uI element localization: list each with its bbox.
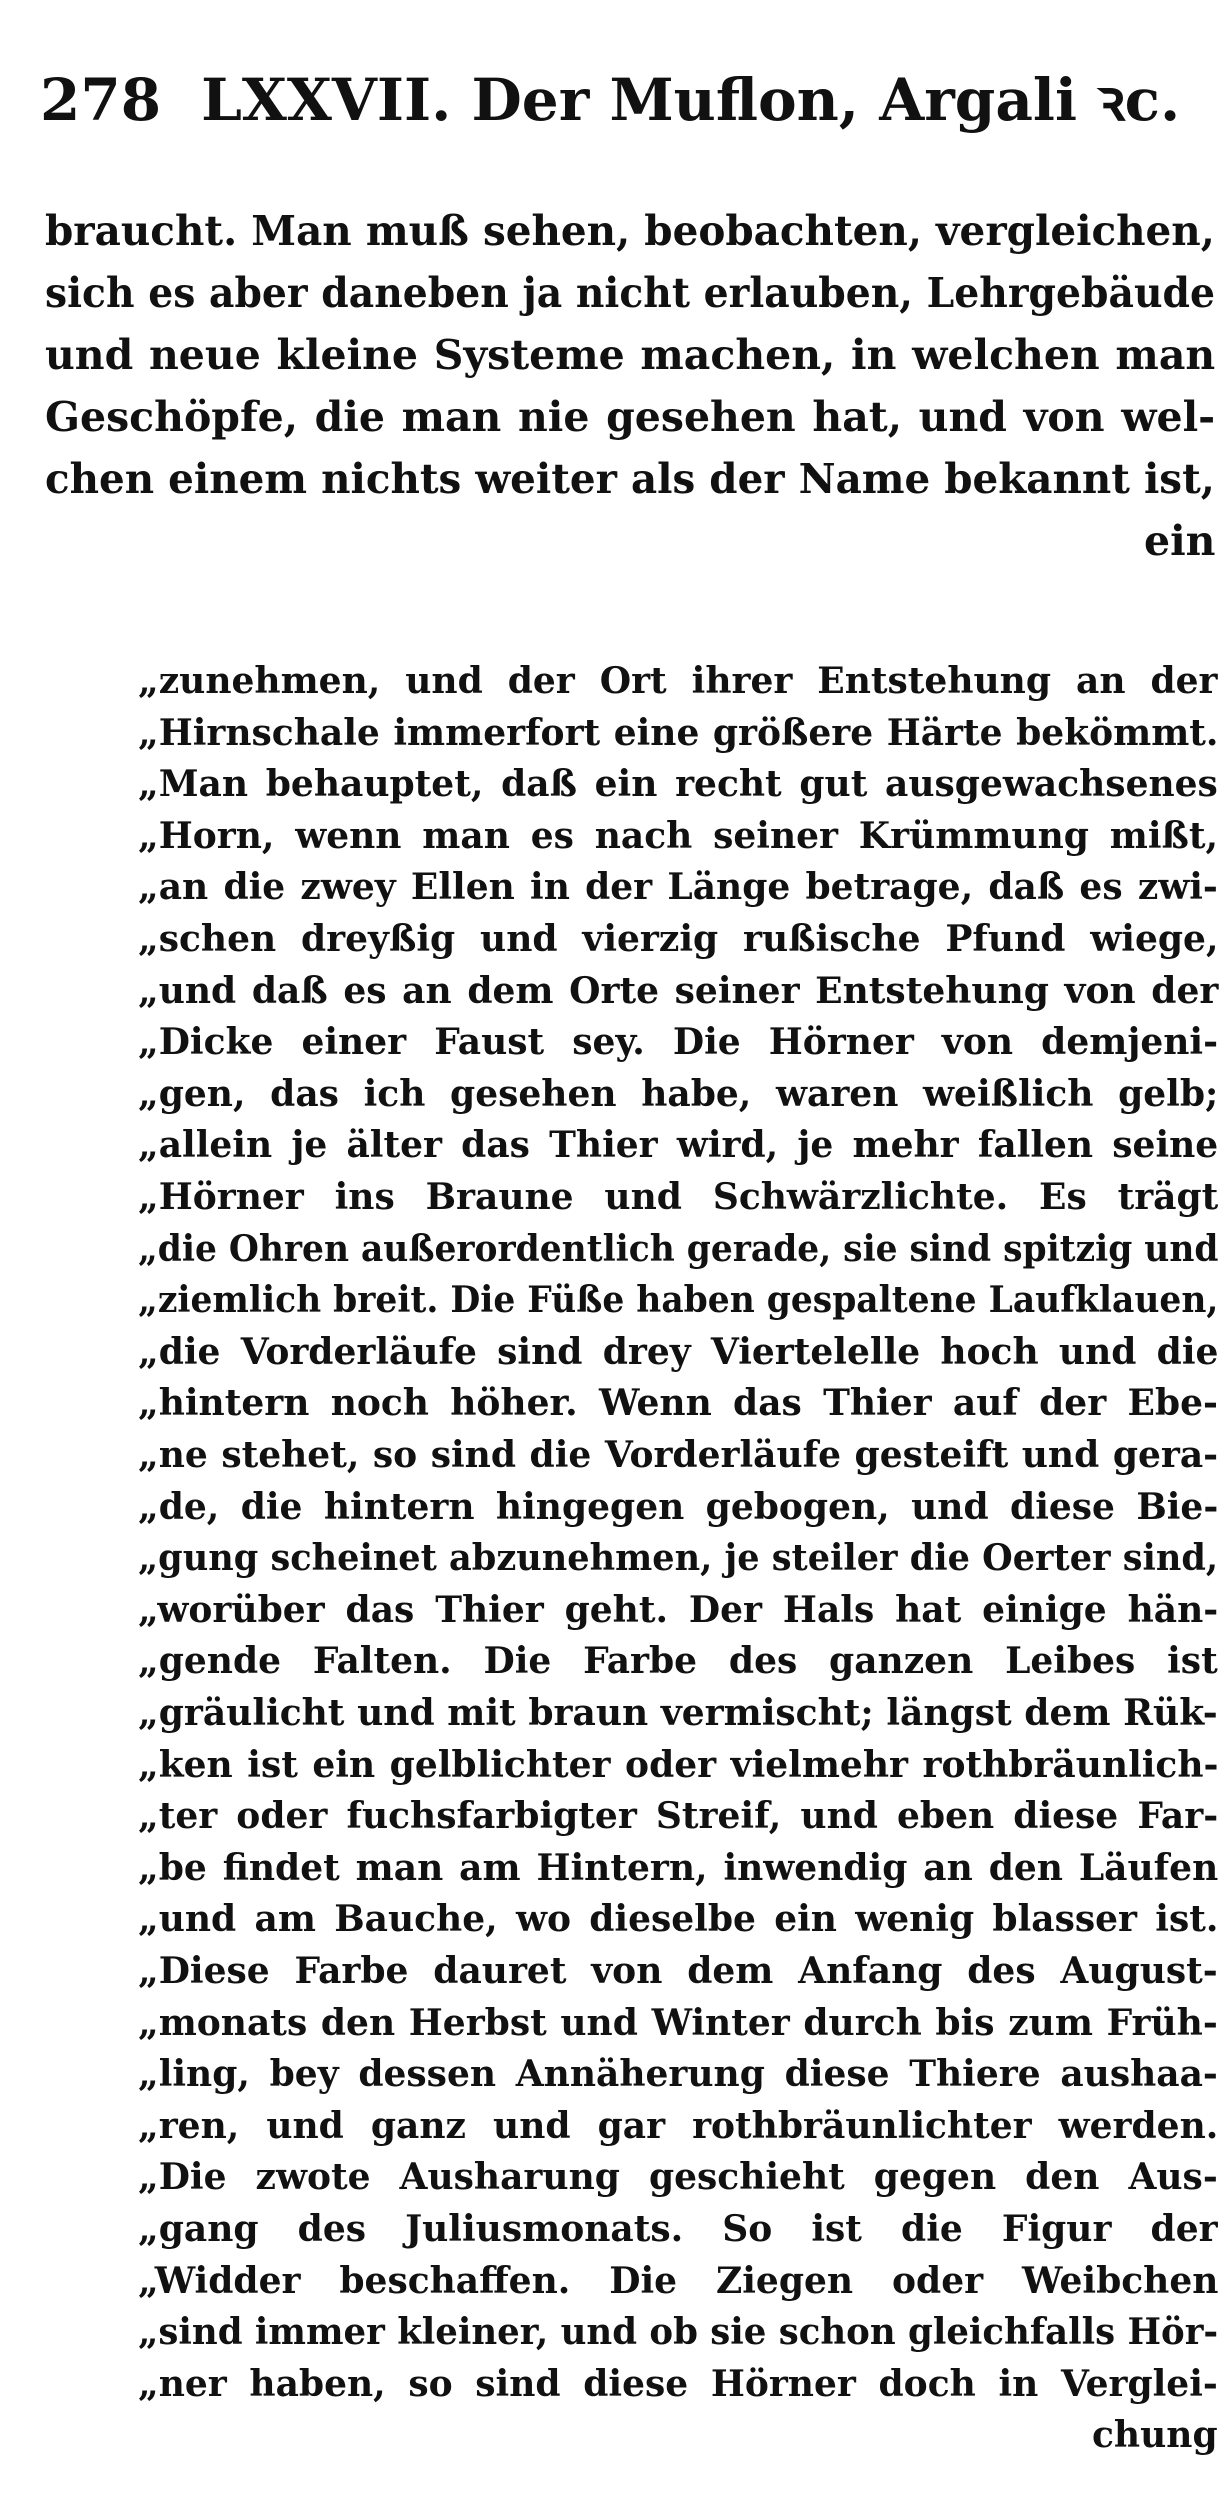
text-line: „hintern noch höher. Wenn das Thier auf der Ebe- — [138, 1382, 1218, 1425]
running-title: LXXVII. Der Muflon, Argali ꝛc. — [201, 66, 1181, 134]
text-line: „sind immer kleiner, und ob sie schon gleichfalls Hör- — [138, 2311, 1219, 2354]
text-line: chung — [1092, 2414, 1218, 2457]
text-line: „und daß es an dem Orte seiner Entstehung von der — [138, 969, 1219, 1012]
text-line: „Horn, wenn man es nach seiner Krümmung mißt, — [138, 814, 1219, 857]
text-line: „gräulicht und mit braun vermischt; längst dem Rük- — [138, 1692, 1218, 1734]
text-line: „gung scheinet abzunehmen, je steiler die Oerter sind, — [138, 1537, 1219, 1580]
text-line: „monats den Herbst und Winter durch bis zum Früh- — [138, 2001, 1218, 2044]
text-line: „die Ohren außerordentlich gerade, sie sind spitzig und — [138, 1227, 1219, 1270]
text-line: „ren, und ganz und gar rothbräunlichter werden. — [138, 2104, 1219, 2147]
text-line: „allein je älter das Thier wird, je mehr fallen seine — [138, 1124, 1219, 1167]
text-line: sich es aber daneben ja nicht erlauben, Lehrgebäude — [45, 269, 1215, 317]
text-line: „worüber das Thier geht. Der Hals hat einige hän- — [138, 1588, 1219, 1631]
text-line: „gende Falten. Die Farbe des ganzen Leibes ist — [138, 1640, 1218, 1683]
text-line: „die Vorderläufe sind drey Viertelelle hoch und die — [138, 1330, 1219, 1373]
text-line: „und am Bauche, wo dieselbe ein wenig blasser ist. — [138, 1898, 1219, 1941]
text-line: „ken ist ein gelblichter oder vielmehr rothbräunlich- — [138, 1743, 1219, 1786]
text-line: „ling, bey dessen Annäherung diese Thiere aushaa- — [138, 2053, 1218, 2096]
page-header — [40, 58, 1200, 138]
text-line: „an die zwey Ellen in der Länge betrage, daß es zwi- — [138, 866, 1218, 909]
text-line: „Widder beschaffen. Die Ziegen oder Weibchen — [138, 2259, 1219, 2302]
text-line: ein — [1144, 517, 1216, 565]
page-number: 278 — [40, 66, 162, 134]
text-line: „be findet man am Hintern, inwendig an den Läufen — [138, 1846, 1219, 1889]
text-line: „ner haben, so sind diese Hörner doch in Verglei- — [138, 2362, 1218, 2405]
text-line: „Dicke einer Faust sey. Die Hörner von demjeni- — [138, 1021, 1219, 1064]
text-line: „zunehmen, und der Ort ihrer Entstehung an der — [138, 660, 1218, 702]
text-line: chen einem nichts weiter als der Name bekannt ist, — [45, 455, 1215, 503]
text-line: „gen, das ich gesehen habe, waren weißlich gelb; — [138, 1072, 1219, 1115]
text-line: „ne stehet, so sind die Vorderläufe gesteift und gera- — [138, 1434, 1219, 1476]
text-line: „Diese Farbe dauret von dem Anfang des August- — [138, 1950, 1218, 1992]
text-line: „Hirnschale immerfort eine größere Härte bekömmt. — [138, 711, 1219, 754]
text-line: „Man behauptet, daß ein recht gut ausgewachsenes — [138, 763, 1218, 806]
text-line: Geschöpfe, die man nie gesehen hat, und von wel- — [45, 393, 1216, 441]
text-line: „schen dreyßig und vierzig rußische Pfund wiege, — [138, 918, 1219, 960]
text-line: „gang des Juliusmonats. So ist die Figur der — [138, 2208, 1218, 2250]
text-line: braucht. Man muß sehen, beobachten, vergleichen, — [45, 207, 1215, 255]
text-line: „Hörner ins Braune und Schwärzlichte. Es trägt — [138, 1176, 1219, 1218]
text-line: „ziemlich breit. Die Füße haben gespaltene Laufklauen, — [138, 1279, 1219, 1322]
text-line: „ter oder fuchsfarbigter Streif, und eben diese Far- — [138, 1795, 1219, 1838]
text-line: und neue kleine Systeme machen, in welchen man — [45, 331, 1216, 379]
text-line: „Die zwote Ausharung geschieht gegen den Aus- — [138, 2156, 1218, 2199]
text-line: „de, die hintern hingegen gebogen, und diese Bie- — [138, 1485, 1219, 1528]
